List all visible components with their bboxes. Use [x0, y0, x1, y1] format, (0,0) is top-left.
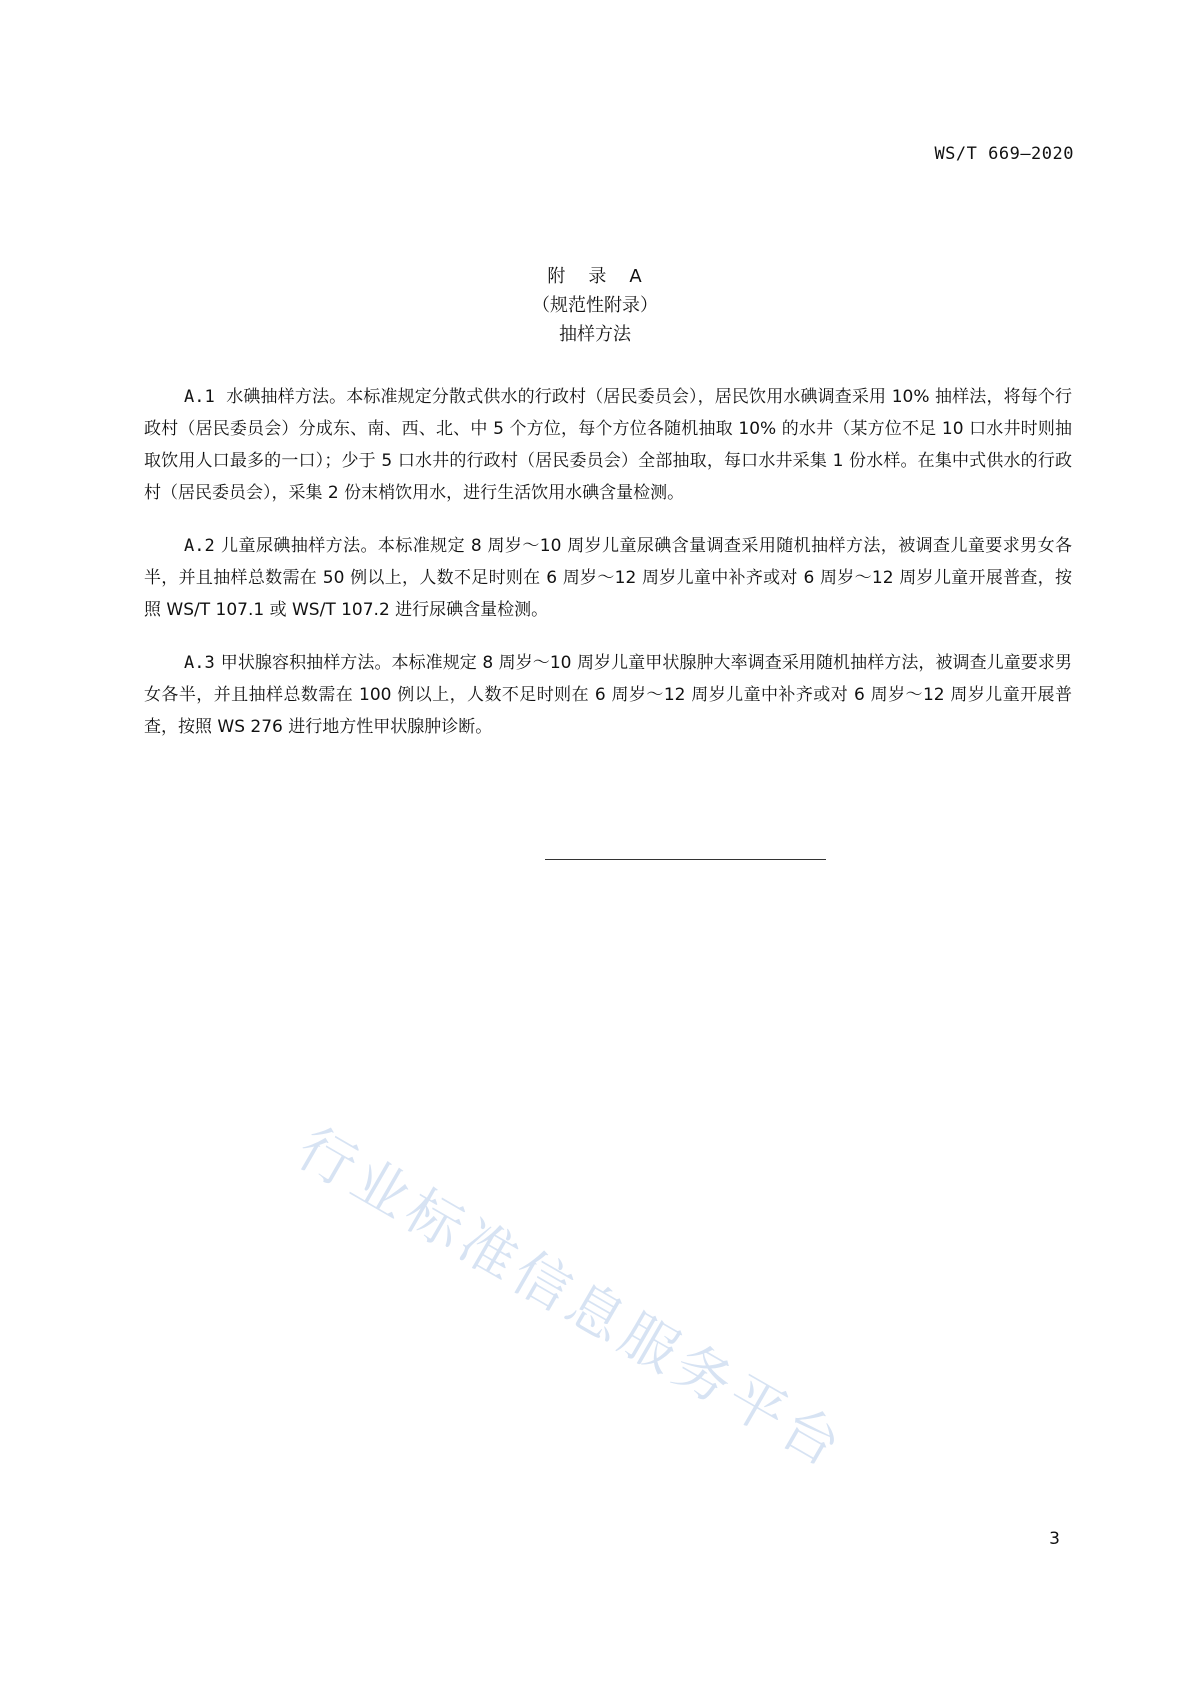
clause-a3 [144, 647, 1072, 743]
clause-text: 水碘抽样方法。本标准规定分散式供水的行政村（居民委员会），居民饮用水碘调查采用 10% 抽样法，将每个行政村（居民委员会）分成东、南、西、北、中 5 个方位，每个方位各随机抽取 10% 的水井（某方位不足 10 口水井时则抽取饮用人口最多的一口）；少于 5 口水井的行政村（居民委员会）全部抽取，每口水井采集 1 份水样。在集中式供水的行政村（居民委员会），采集 2 份末梢饮用水，进行生活饮用水碘含量检测。 [144, 387, 1072, 503]
clause-a1 [144, 381, 1072, 509]
appendix-label [0, 262, 1190, 288]
clause-number: A.1 [184, 387, 215, 407]
clause-text: 儿童尿碘抽样方法。本标准规定 8 周岁～10 周岁儿童尿碘含量调查采用随机抽样方法，被调查儿童要求男女各半，并且抽样总数需在 50 例以上，人数不足时则在 6 周岁～12 周岁儿童中补齐或对 6 周岁～12 周岁儿童开展普查，按照 WS/T 107.1 或 WS/T 107.2 进行尿碘含量检测。 [144, 536, 1072, 620]
clause-a2 [144, 530, 1072, 626]
clause-text: 甲状腺容积抽样方法。本标准规定 8 周岁～10 周岁儿童甲状腺肿大率调查采用随机抽样方法，被调查儿童要求男女各半，并且抽样总数需在 100 例以上，人数不足时则在 6 周岁～12 周岁儿童中补齐或对 6 周岁～12 周岁儿童开展普查，按照 WS 276 进行地方性甲状腺肿诊断。 [144, 653, 1072, 737]
clause-number: A.2 [184, 536, 215, 556]
page-number: 3 [1049, 1529, 1060, 1549]
appendix-title: 抽样方法 [559, 324, 631, 345]
appendix-word-1: 附 [547, 266, 567, 287]
clause-number: A.3 [184, 653, 215, 673]
clause-list [144, 381, 1072, 764]
appendix-type: （规范性附录） [532, 295, 658, 316]
appendix-word-2: 录 [588, 266, 608, 287]
end-rule [545, 859, 826, 860]
standard-code: WS/T 669—2020 [934, 144, 1074, 164]
appendix-letter: A [629, 266, 643, 287]
watermark: 行业标准信息服务平台 [286, 1115, 856, 1483]
